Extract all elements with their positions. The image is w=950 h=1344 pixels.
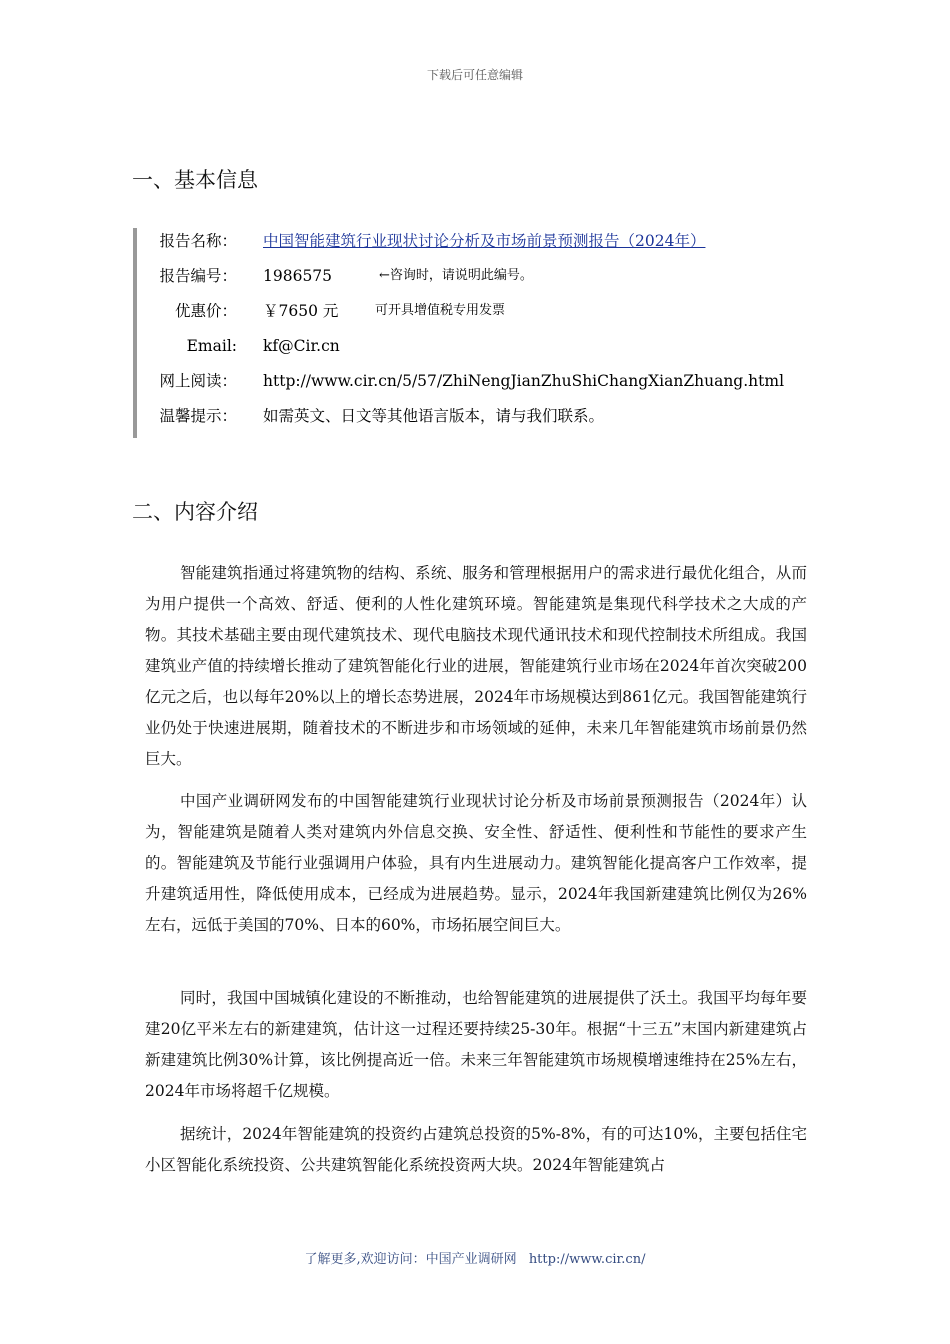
report-no-note: ←咨询时，请说明此编号。 xyxy=(379,268,533,283)
report-no-value: 1986575 xyxy=(263,267,333,285)
paragraph-4: 据统计，2024年智能建筑的投资约占建筑总投资的5%-8%，有的可达10%，主要包括住宅小区智能化系统投资、公共建筑智能化系统投资两大块。2024年智能建筑占 xyxy=(145,1125,807,1174)
email-value: kf@Cir.cn xyxy=(263,337,340,355)
tip-value: 如需英文、日文等其他语言版本，请与我们联系。 xyxy=(263,407,605,425)
report-name-link[interactable]: 中国智能建筑行业现状讨论分析及市场前景预测报告（2024年） xyxy=(263,232,706,250)
paragraph-2: 中国产业调研网发布的中国智能建筑行业现状讨论分析及市场前景预测报告（2024年）认为，智能建筑是随着人类对建筑内外信息交换、安全性、舒适性、便利性和节能性的要求产生的。智能建筑及节能行业强调用户体验，具有内生进展动力。建筑智能化提高客户工作效率，提升建筑适用性，降低使用成本，已经成为进展趋势。显示，2024年我国新建建筑比例仅为26%左右，远低于美国的70%、日本的60%，市场拓展空间巨大。 xyxy=(145,792,807,934)
section-title-basic-info: 一、基本信息 xyxy=(132,168,258,192)
email-label: Email: xyxy=(186,337,237,355)
price-value: ￥7650 元 xyxy=(263,302,339,320)
online-url: http://www.cir.cn/5/57/ZhiNengJianZhuShiChangXianZhuang.html xyxy=(263,372,785,390)
paragraph-3: 同时，我国中国城镇化建设的不断推动，也给智能建筑的进展提供了沃土。我国平均每年要建20亿平米左右的新建建筑，估计这一过程还要持续25-30年。根据“十三五”末国内新建建筑占新建建筑比例30%计算，该比例提高近一倍。未来三年智能建筑市场规模增速维持在25%左右，2024年市场将超千亿规模。 xyxy=(145,989,807,1100)
tip-label: 温馨提示： xyxy=(159,407,237,425)
report-no-label: 报告编号： xyxy=(159,267,237,285)
report-name-value xyxy=(263,228,705,254)
paragraph-1: 智能建筑指通过将建筑物的结构、系统、服务和管理根据用户的需求进行最优化组合，从而为用户提供一个高效、舒适、便利的人性化建筑环境。智能建筑是集现代科学技术之大成的产物。其技术基础主要由现代建筑技术、现代电脑技术现代通讯技术和现代控制技术所组成。我国建筑业产值的持续增长推动了建筑智能化行业的进展，智能建筑行业市场在2024年首次突破200亿元之后，也以每年20%以上的增长态势进展，2024年市场规模达到861亿元。我国智能建筑行业仍处于快速进展期，随着技术的不断进步和市场领域的延伸，未来几年智能建筑市场前景仍然巨大。 xyxy=(145,564,807,768)
section-title-content-intro: 二、内容介绍 xyxy=(132,500,258,524)
header-note: 下载后可任意编辑 xyxy=(426,68,523,82)
report-name-label: 报告名称： xyxy=(159,232,237,250)
footer-text: 了解更多,欢迎访问：中国产业调研网 xyxy=(304,1252,517,1267)
footer-url[interactable]: http://www.cir.cn/ xyxy=(528,1252,646,1267)
info-box xyxy=(133,228,785,438)
price-note: 可开具增值税专用发票 xyxy=(375,303,506,318)
price-label: 优惠价： xyxy=(174,302,237,320)
footer xyxy=(0,1248,950,1267)
online-label: 网上阅读： xyxy=(159,372,237,390)
